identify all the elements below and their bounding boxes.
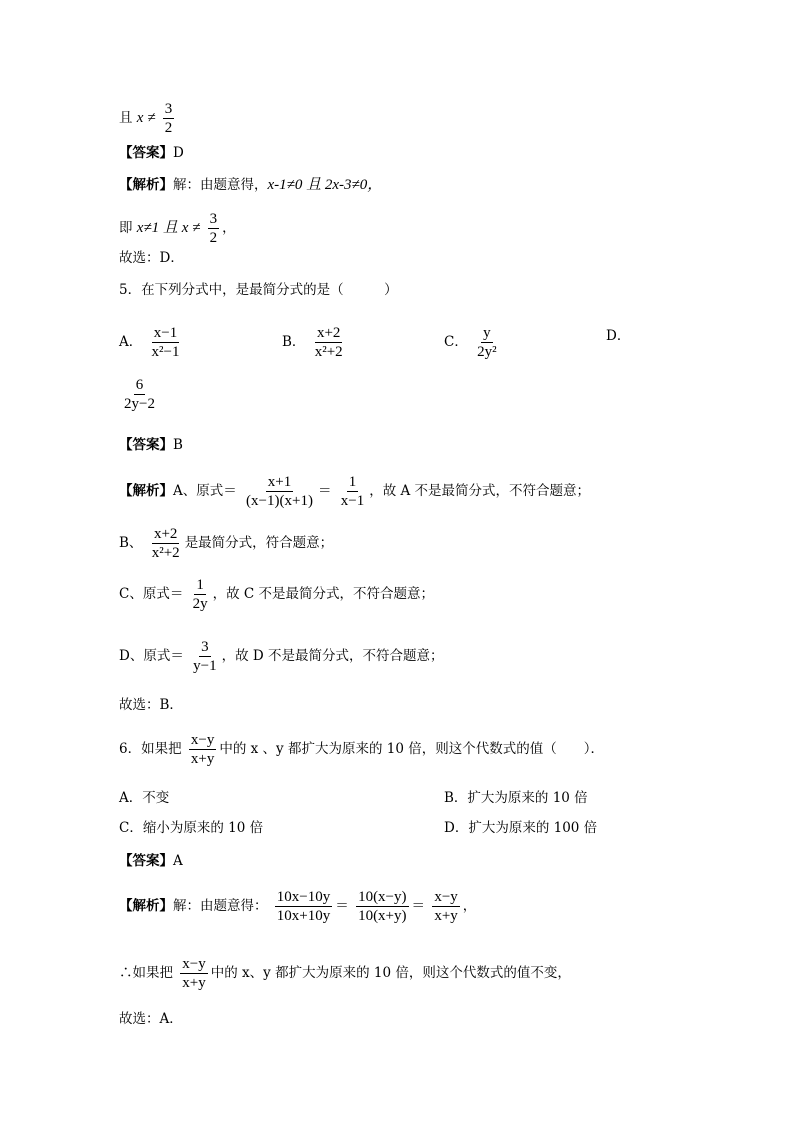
q6-answer-line [119, 851, 183, 871]
math-text: x-1≠0 且 2x-3≠0， [267, 177, 383, 193]
q6-therefore [119, 955, 571, 992]
numerator: x+2 [153, 526, 178, 542]
numerator: 3 [201, 639, 209, 655]
numerator: x−y [182, 956, 206, 972]
option-label: C． [119, 820, 143, 836]
q4-analysis-line-2 [119, 210, 236, 247]
denominator: (x−1)(x+1) [246, 493, 313, 509]
option-label: A． [119, 334, 143, 350]
q5-option-d-fraction[interactable] [119, 376, 160, 413]
answer-value: A [173, 853, 183, 869]
numerator: x−1 [153, 325, 178, 341]
q5-conclusion: 故选：B． [119, 697, 183, 713]
answer-tag: 【答案】 [119, 437, 173, 453]
text: 中的 x、y 都扩大为原来的 10 倍，则这个代数式的值不变， [210, 965, 571, 981]
fraction [189, 731, 216, 768]
text: 6．如果把 [119, 741, 182, 757]
denominator: 10(x+y) [358, 908, 407, 924]
text: D、原式＝ [119, 648, 184, 664]
answer-tag: 【答案】 [119, 145, 173, 161]
denominator: 2 [209, 230, 218, 246]
option-label: B． [444, 790, 468, 806]
fraction [163, 100, 175, 137]
q5-analysis-a [119, 473, 590, 510]
text: 解：由题意得， [173, 177, 268, 193]
q6-option-b[interactable] [444, 788, 588, 808]
q6-analysis [119, 888, 476, 925]
q5-option-d-label[interactable] [606, 326, 630, 346]
numerator: x−y [434, 889, 458, 905]
denominator: x+y [182, 975, 206, 991]
text: 且 [119, 110, 133, 126]
option-label: D． [444, 820, 469, 836]
option-label: B． [282, 334, 306, 350]
q6-stem [119, 731, 604, 768]
denominator: y−1 [193, 658, 217, 674]
text: 中的 x 、y 都扩大为原来的 10 倍，则这个代数式的值（ ）． [219, 741, 604, 757]
math-text: x≠1 且 [136, 220, 182, 236]
denominator: x²−1 [151, 344, 180, 360]
fraction [244, 473, 315, 510]
numerator: x+2 [316, 325, 341, 341]
equals: ＝ [335, 898, 349, 914]
option-text: 扩大为原来的 10 倍 [467, 790, 588, 806]
answer-value: D [173, 145, 184, 161]
text: 是最简分式，符合题意； [184, 535, 334, 551]
text: ，故 D 不是最简分式，不符合题意； [221, 648, 444, 664]
numerator: 10x−10y [276, 889, 331, 905]
denominator: 2 [164, 120, 173, 136]
numerator: 6 [135, 377, 144, 393]
q4-conclusion: 故选：D． [119, 250, 184, 266]
condition-line [119, 100, 177, 137]
numerator: 3 [209, 211, 218, 227]
equals: ＝ [411, 898, 426, 914]
denominator: x−1 [340, 493, 365, 509]
option-label: D． [606, 328, 631, 344]
q6-option-c[interactable] [119, 818, 263, 838]
fraction [191, 638, 218, 675]
numerator: 10(x−y) [358, 889, 407, 905]
numerator: x+1 [267, 474, 292, 490]
option-text: 不变 [142, 790, 170, 806]
answer-value: B [173, 437, 183, 453]
numerator: y [483, 325, 491, 341]
q5-analysis-c [119, 576, 434, 613]
q5-analysis-d [119, 638, 444, 675]
q5-answer-line [119, 435, 183, 455]
text: A、原式＝ [173, 483, 237, 499]
analysis-tag: 【解析】 [119, 483, 173, 499]
numerator: 1 [348, 474, 357, 490]
option-label: C． [444, 334, 468, 350]
denominator: x²+2 [314, 344, 343, 360]
q4-answer-line [119, 143, 184, 163]
analysis-tag: 【解析】 [119, 898, 173, 914]
text: ，故 A 不是最简分式，不符合题意； [369, 483, 591, 499]
option-label: A． [119, 790, 143, 806]
math-text: x ≠ [181, 220, 201, 236]
fraction [208, 210, 220, 247]
fraction [313, 324, 345, 361]
numerator: 3 [164, 101, 173, 117]
equals: ＝ [317, 483, 332, 499]
q6-option-a[interactable] [119, 788, 169, 808]
q5-stem: 5．在下列分式中，是最简分式的是（ ） [119, 282, 398, 298]
numerator: x−y [190, 732, 215, 748]
text: ， [222, 220, 236, 236]
q6-conclusion: 故选：A． [119, 1011, 183, 1027]
text: ， [462, 898, 477, 914]
text: C、原式＝ [119, 586, 184, 602]
text: 即 [119, 220, 137, 236]
denominator: x+y [190, 751, 215, 767]
text: ∴如果把 [119, 965, 173, 981]
fraction [150, 525, 182, 562]
fraction [356, 888, 408, 925]
text: B、 [119, 535, 143, 551]
q5-option-a[interactable] [119, 324, 185, 361]
math-text: x ≠ [136, 110, 156, 126]
fraction [180, 955, 207, 992]
denominator: 2y−2 [124, 396, 155, 412]
denominator: 2y² [477, 344, 497, 360]
text: 解：由题意得： [173, 898, 268, 914]
fraction [150, 324, 182, 361]
fraction [122, 376, 157, 413]
fraction [475, 324, 499, 361]
fraction [191, 576, 210, 613]
fraction [339, 473, 366, 510]
option-text: 缩小为原来的 10 倍 [142, 820, 264, 836]
denominator: 10x+10y [276, 908, 331, 924]
q5-option-b[interactable] [282, 324, 348, 361]
text: ，故 C 不是最简分式，不符合题意； [212, 586, 435, 602]
answer-tag: 【答案】 [119, 853, 173, 869]
q4-analysis-line [119, 175, 382, 195]
fraction [275, 888, 332, 925]
denominator: x+y [434, 908, 458, 924]
fraction [432, 888, 459, 925]
option-text: 扩大为原来的 100 倍 [468, 820, 598, 836]
q6-option-d[interactable] [444, 818, 597, 838]
denominator: x²+2 [151, 545, 180, 561]
q5-option-c[interactable] [444, 324, 502, 361]
numerator: 1 [196, 577, 204, 593]
analysis-tag: 【解析】 [119, 177, 173, 193]
q5-analysis-b [119, 525, 333, 562]
denominator: 2y [192, 596, 208, 612]
